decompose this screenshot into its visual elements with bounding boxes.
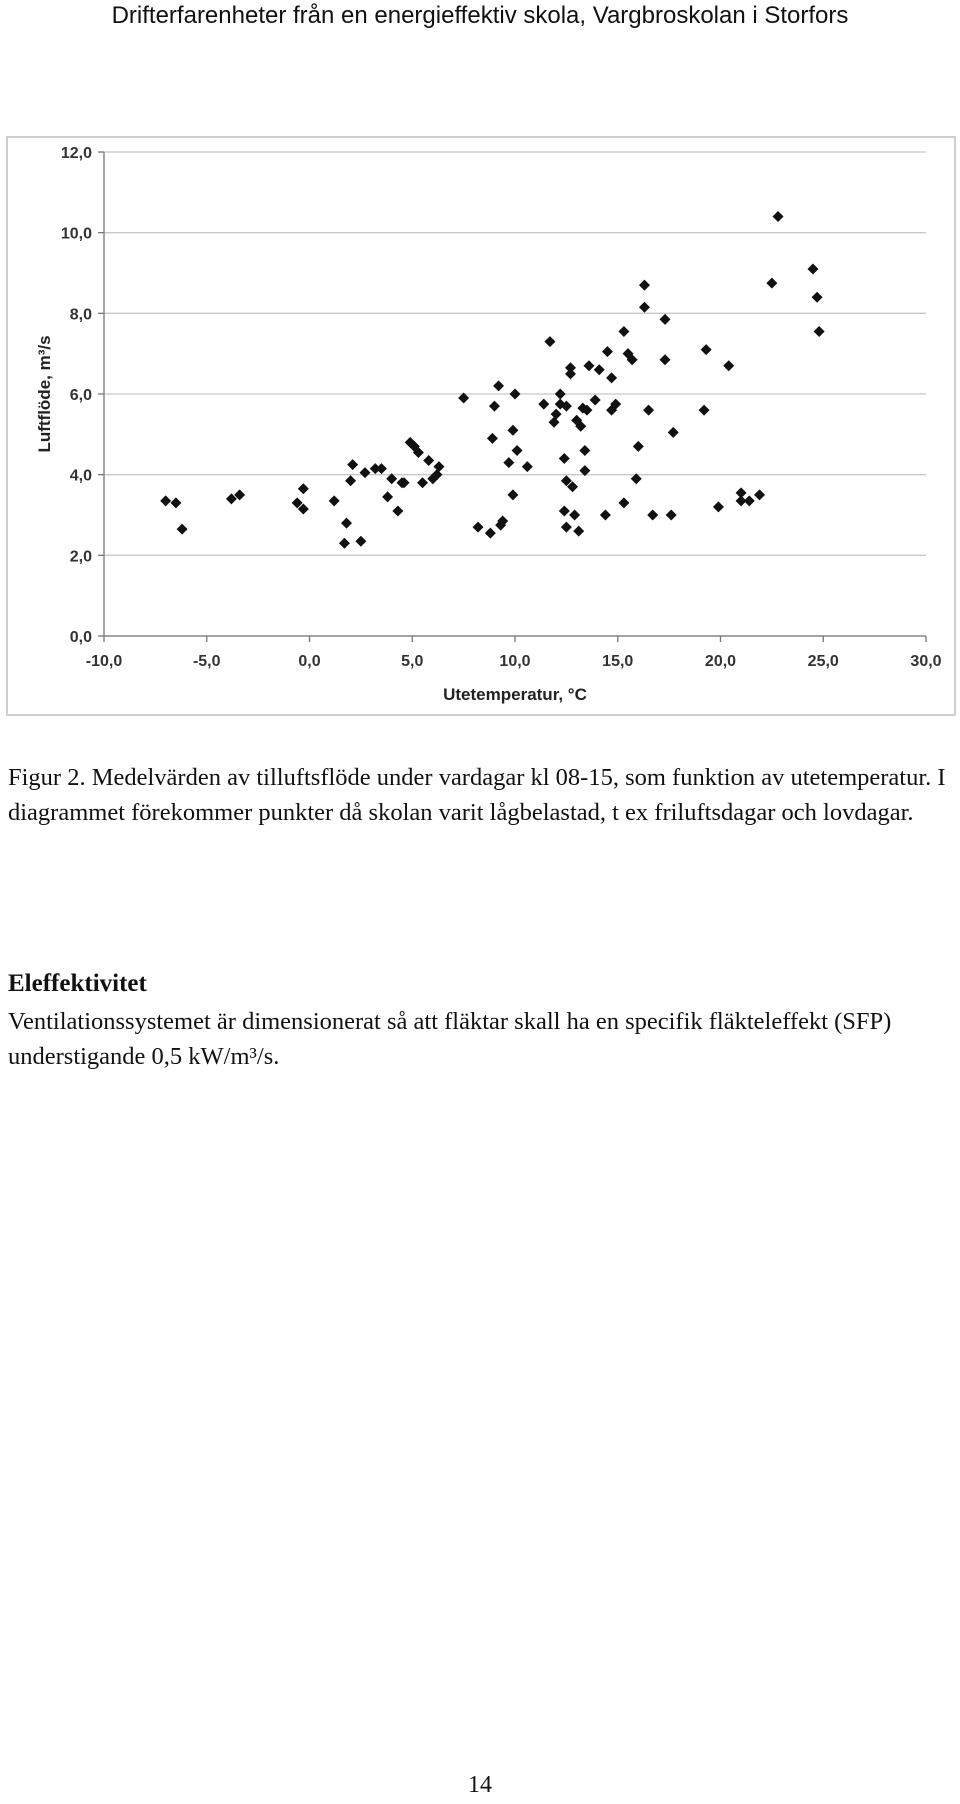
data-point-marker: [417, 477, 428, 488]
data-point-marker: [579, 445, 590, 456]
data-point-marker: [701, 344, 712, 355]
data-point-marker: [433, 461, 444, 472]
data-point-marker: [668, 427, 679, 438]
x-axis-title: Utetemperatur, °C: [443, 685, 587, 704]
section-heading: Eleffektivitet: [8, 970, 147, 997]
data-point-marker: [559, 453, 570, 464]
x-tick-label: 25,0: [807, 653, 839, 670]
x-tick-label: 10,0: [499, 653, 531, 670]
data-point-marker: [423, 455, 434, 466]
data-point-marker: [489, 401, 500, 412]
y-axis-title: Luftflöde, m³/s: [35, 335, 54, 453]
x-tick-label: 15,0: [602, 653, 634, 670]
chart-canvas: [8, 138, 954, 714]
data-point-marker: [399, 477, 410, 488]
data-point-marker: [754, 489, 765, 500]
data-point-marker: [485, 528, 496, 539]
data-point-marker: [602, 346, 613, 357]
data-point-marker: [549, 417, 560, 428]
data-point-marker: [177, 524, 188, 535]
data-point-marker: [766, 278, 777, 289]
data-point-marker: [555, 389, 566, 400]
data-point-marker: [744, 495, 755, 506]
data-point-marker: [329, 495, 340, 506]
x-tick-label: -5,0: [192, 653, 221, 670]
data-point-marker: [660, 354, 671, 365]
data-point-marker: [660, 314, 671, 325]
data-point-marker: [590, 395, 601, 406]
y-tick-label: 10,0: [60, 225, 92, 243]
y-tick-label: 6,0: [69, 387, 92, 404]
data-point-marker: [544, 336, 555, 347]
data-point-marker: [773, 211, 784, 222]
data-point-marker: [493, 380, 504, 391]
x-tick-label: -10,0: [85, 653, 123, 670]
data-point-marker: [359, 467, 370, 478]
data-point-marker: [583, 360, 594, 371]
data-point-marker: [160, 495, 171, 506]
data-point-marker: [639, 302, 650, 313]
data-point-marker: [643, 405, 654, 416]
section-body: Ventilationssystemet är dimensionerat så att fläktar skall ha en specifik fläkteleffekt (SFP) understigande 0,5 kW/m³/s.: [8, 1008, 892, 1070]
y-tick-label: 12,0: [60, 145, 92, 162]
data-point-marker: [647, 510, 658, 521]
data-point-marker: [341, 518, 352, 529]
data-point-marker: [487, 433, 498, 444]
data-point-marker: [807, 263, 818, 274]
data-point-marker: [347, 459, 358, 470]
scatter-chart: [6, 136, 956, 716]
data-point-marker: [633, 441, 644, 452]
data-point-marker: [507, 425, 518, 436]
x-tick-label: 30,0: [910, 653, 942, 670]
y-tick-label: 4,0: [69, 467, 92, 485]
data-point-marker: [503, 457, 514, 468]
data-point-marker: [392, 505, 403, 516]
data-point-marker: [559, 505, 570, 516]
data-point-marker: [510, 389, 521, 400]
data-point-marker: [713, 501, 724, 512]
data-point-marker: [565, 368, 576, 379]
data-point-marker: [522, 461, 533, 472]
data-point-marker: [551, 409, 562, 420]
data-point-marker: [699, 405, 710, 416]
data-point-marker: [170, 497, 181, 508]
data-point-marker: [666, 510, 677, 521]
data-point-marker: [723, 360, 734, 371]
data-point-marker: [376, 463, 387, 474]
data-point-marker: [594, 364, 605, 375]
data-point-marker: [569, 510, 580, 521]
data-point-marker: [473, 522, 484, 533]
x-tick-label: 5,0: [401, 653, 424, 670]
data-point-marker: [382, 491, 393, 502]
data-point-marker: [512, 445, 523, 456]
data-point-marker: [812, 292, 823, 303]
data-point-marker: [298, 483, 309, 494]
data-point-marker: [339, 538, 350, 549]
y-tick-label: 0,0: [69, 629, 92, 646]
data-point-marker: [345, 475, 356, 486]
data-point-marker: [618, 326, 629, 337]
data-point-marker: [561, 522, 572, 533]
data-point-marker: [618, 497, 629, 508]
data-point-marker: [600, 510, 611, 521]
x-tick-label: 0,0: [298, 653, 321, 670]
data-point-marker: [606, 372, 617, 383]
data-point-marker: [538, 399, 549, 410]
data-point-marker: [355, 536, 366, 547]
figure-caption: Figur 2. Medelvärden av tilluftsflöde under vardagar kl 08-15, som funktion av utetemperatur. I diagrammet förekommer punkter då skolan varit lågbelastad, t ex friluftsdagar och lovdagar.: [8, 764, 946, 826]
data-point-marker: [814, 326, 825, 337]
x-tick-label: 20,0: [704, 653, 737, 670]
y-tick-label: 2,0: [69, 548, 92, 566]
data-point-marker: [639, 280, 650, 291]
y-tick-label: 8,0: [69, 306, 92, 324]
page-number: 14: [468, 1772, 492, 1798]
data-point-marker: [507, 489, 518, 500]
running-header: Drifterfarenheter från en energieffektiv skola, Vargbroskolan i Storfors: [111, 2, 849, 29]
data-point-marker: [573, 526, 584, 537]
